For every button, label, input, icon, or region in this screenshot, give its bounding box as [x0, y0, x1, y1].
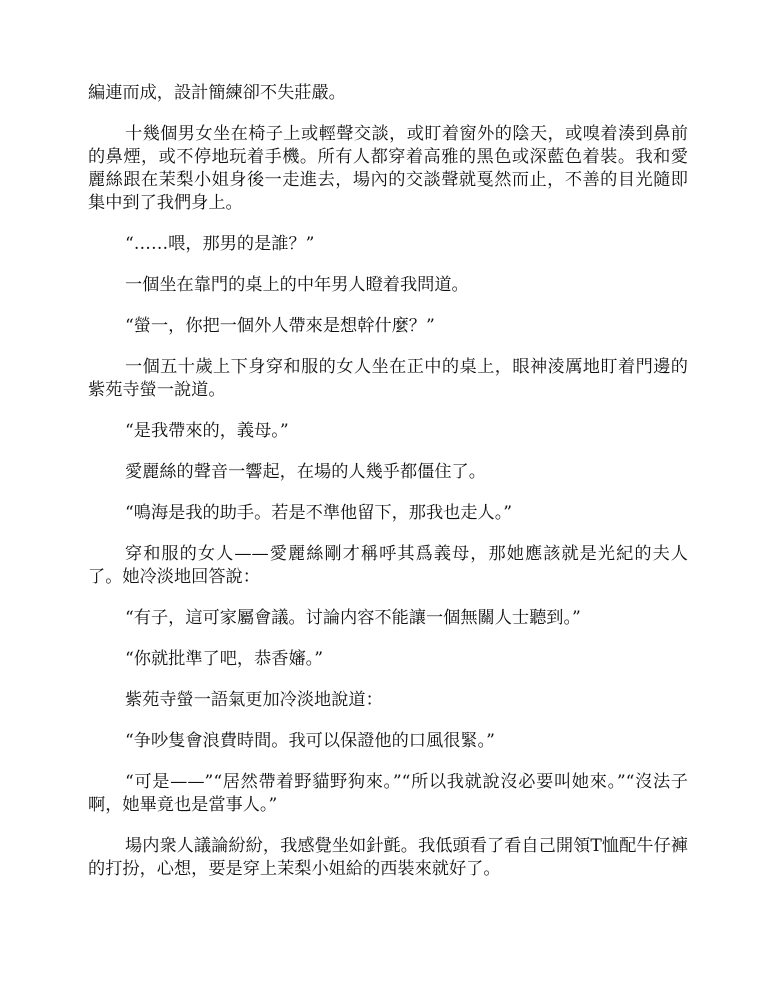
narration-line: 一個五十歲上下身穿和服的女人坐在正中的桌上，眼神淩厲地盯着門邊的紫苑寺螢一說道。 [88, 357, 688, 400]
paragraph-room-description: 十幾個男女坐在椅子上或輕聲交談，或盯着窗外的陰天，或嗅着湊到鼻前的鼻煙，或不停地玩着手機。所有人都穿着高雅的黑色或深藍色着裝。我和愛麗絲跟在茉梨小姐身後一走進去，場內的交談聲就戛然而止，不善的目光隨即集中到了我們身上。 [88, 124, 688, 213]
narration-line: 紫苑寺螢一語氣更加冷淡地說道： [124, 690, 383, 710]
dialogue-line: “争吵隻會浪費時間。我可以保證他的口風很緊。” [124, 731, 495, 751]
dialogue-line: “你就批準了吧，恭香嬸。” [124, 649, 324, 669]
dialogue-line: “可是——”“居然帶着野貓野狗來。”“所以我就說沒必要叫她來。”“沒法子啊，她畢竟也是當事人。” [88, 772, 688, 815]
dialogue-line: “……喂，那男的是誰？” [124, 234, 315, 254]
document-page [88, 82, 688, 899]
narration-line: 一個坐在靠門的桌上的中年男人瞪着我問道。 [124, 275, 469, 295]
dialogue-line: “是我帶來的，義母。” [124, 421, 289, 441]
narration-line: 場内衆人議論紛紛，我感覺坐如針氈。我低頭看了看自己開領T恤配牛仔褲的打扮，心想，要是穿上茉梨小姐給的西裝來就好了。 [88, 836, 688, 879]
narration-line: 穿和服的女人——愛麗絲剛才稱呼其爲義母，那她應該就是光紀的夫人了。她冷淡地回答說： [88, 544, 688, 587]
dialogue-line: “螢一，你把一個外人帶來是想幹什麼？” [124, 316, 435, 336]
narration-line: 愛麗絲的聲音一響起，在場的人幾乎都僵住了。 [124, 462, 486, 482]
dialogue-line: “鳴海是我的助手。若是不準他留下，那我也走人。” [124, 503, 513, 523]
dialogue-line: “有子，這可家屬會議。讨論内容不能讓一個無關人士聽到。” [124, 608, 581, 628]
paragraph-continuation: 編連而成，設計簡練卻不失莊嚴。 [88, 83, 346, 103]
